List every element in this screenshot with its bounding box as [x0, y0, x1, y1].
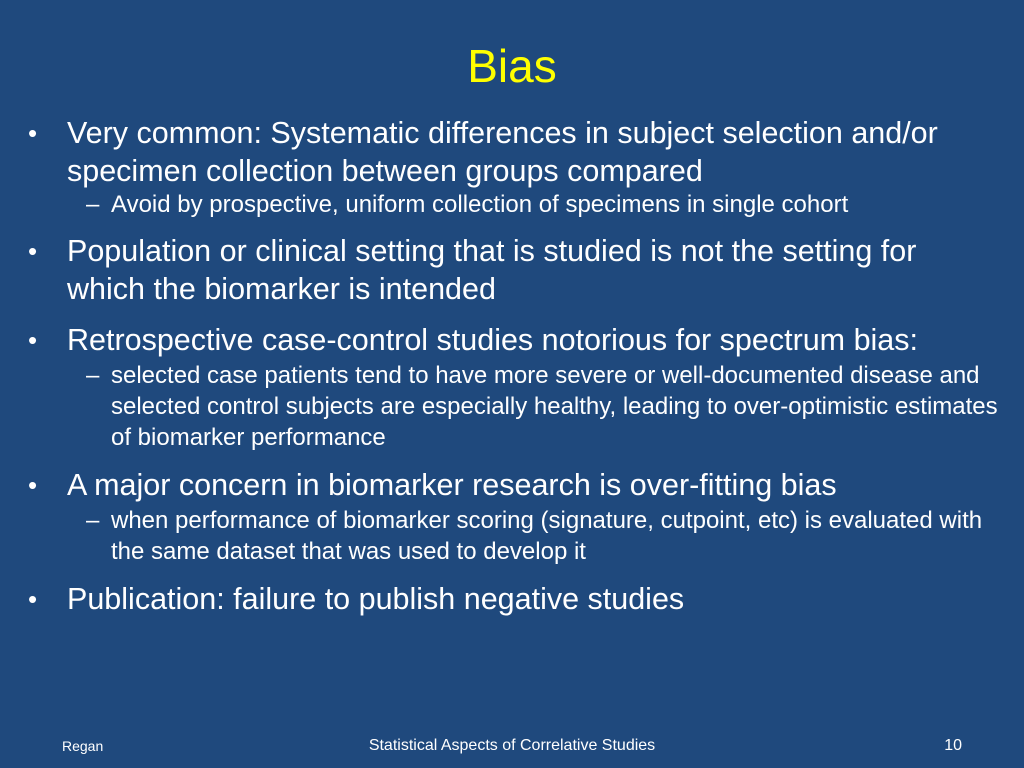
sub-bullet-glyph: –	[86, 362, 100, 389]
bullet-text: Population or clinical setting that is studied is not the setting for which the biomarker is intended	[67, 234, 917, 306]
bullet-glyph: •	[28, 118, 38, 148]
sub-bullet-item	[28, 505, 998, 567]
bullet-list	[28, 114, 998, 625]
sub-bullet-item	[28, 360, 998, 453]
bullet-glyph: •	[28, 584, 38, 614]
bullet-text: Publication: failure to publish negative studies	[67, 582, 685, 616]
sub-bullet-glyph: –	[86, 507, 100, 534]
sub-bullet-text: selected case patients tend to have more severe or well-documented disease and selected control subjects are especially healthy, leading to over-optimistic estimates of biomarker performance	[111, 362, 998, 451]
sub-bullet-item	[28, 189, 998, 220]
slide-title: Bias	[467, 40, 557, 92]
footer-author: Regan	[62, 738, 104, 754]
bullet-text: A major concern in biomarker research is over-fitting bias	[67, 468, 837, 502]
bullet-item	[28, 580, 998, 618]
slide-number: 10	[944, 737, 962, 754]
sub-bullet-text: when performance of biomarker scoring (signature, cutpoint, etc) is evaluated with the same dataset that was used to develop it	[111, 507, 983, 565]
bullet-glyph: •	[28, 236, 38, 266]
bullet-item	[28, 466, 998, 504]
bullet-item	[28, 232, 998, 308]
sub-bullet-text: Avoid by prospective, uniform collection of specimens in single cohort	[111, 191, 849, 218]
sub-bullet-glyph: –	[86, 191, 100, 218]
bullet-item	[28, 321, 998, 359]
bullet-glyph: •	[28, 470, 38, 500]
footer-title: Statistical Aspects of Correlative Studies	[368, 737, 656, 754]
bullet-text: Retrospective case-control studies notorious for spectrum bias:	[67, 323, 918, 357]
bullet-text: Very common: Systematic differences in subject selection and/or specimen collection between groups compared	[67, 116, 938, 188]
bullet-glyph: •	[28, 325, 38, 355]
bullet-item	[28, 114, 998, 190]
